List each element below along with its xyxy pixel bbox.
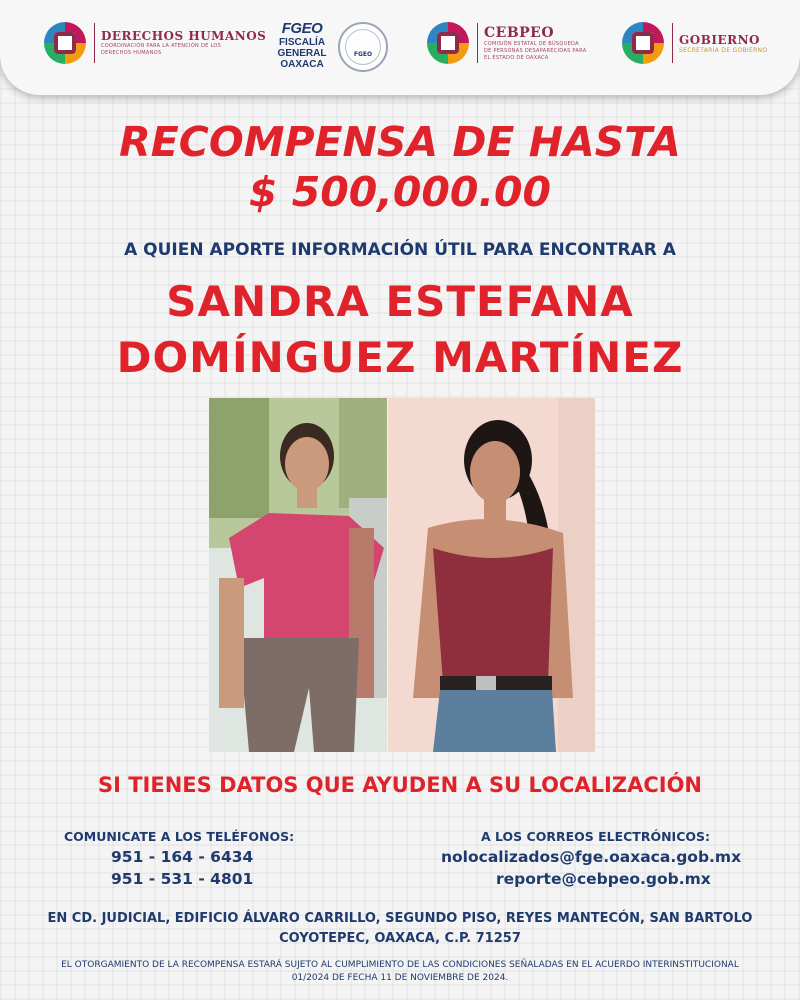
logo-subtitle: COORDINACIÓN PARA LA ATENCIÓN DE LOS DERECHOS HUMANOS — [101, 43, 222, 56]
logo-divider — [94, 23, 95, 63]
emails-label: A LOS CORREOS ELECTRÓNICOS: — [481, 829, 711, 844]
email-link-2[interactable]: reporte@cebpeo.gob.mx — [496, 870, 711, 888]
missing-person-photo-1 — [209, 398, 387, 752]
fge-line1: FISCALÍA — [278, 37, 326, 48]
fge-line3: OAXACA — [280, 59, 324, 70]
oaxaca-emblem-icon — [44, 22, 86, 64]
logo-title: GOBIERNO — [679, 32, 760, 47]
fge-oaxaca-logo — [273, 20, 331, 70]
address-line1: EN CD. JUDICIAL, EDIFICIO ÁLVARO CARRILLO, SEGUNDO PISO, REYES MANTECÓN, SAN BARTOLO — [47, 911, 753, 926]
fge-seal-icon — [338, 22, 388, 72]
logo-subtitle-3: EL ESTADO DE OAXACA — [484, 54, 549, 61]
call-to-action: SI TIENES DATOS QUE AYUDEN A SU LOCALIZACIÓN — [97, 773, 702, 797]
missing-person-photo-2 — [388, 398, 595, 752]
logo-divider — [672, 23, 673, 63]
logo-title: CEBPEO — [484, 24, 555, 41]
person-name-line1: SANDRA ESTEFANA — [166, 277, 634, 326]
phone-number-2[interactable]: 951 - 531 - 4801 — [111, 870, 254, 888]
logo-subtitle-1: COMISIÓN ESTATAL DE BÚSQUEDA — [484, 40, 579, 47]
oaxaca-emblem-icon — [622, 22, 664, 64]
seal-text: FGEO — [353, 51, 373, 58]
logo-subtitle-2: DE PERSONAS DESAPARECIDAS PARA — [484, 47, 587, 54]
address-line2: COYOTEPEC, OAXACA, C.P. 71257 — [279, 931, 521, 946]
phone-number-1[interactable]: 951 - 164 - 6434 — [111, 848, 254, 866]
intro-text: A QUIEN APORTE INFORMACIÓN ÚTIL PARA ENCONTRAR A — [124, 240, 676, 260]
derechos-humanos-logo — [44, 22, 266, 64]
fge-line2: GENERAL — [277, 48, 327, 59]
reward-headline: RECOMPENSA DE HASTA — [119, 118, 681, 166]
logo-title: DERECHOS HUMANOS — [101, 29, 267, 43]
person-name-line2: DOMÍNGUEZ MARTÍNEZ — [116, 333, 684, 382]
email-link-1[interactable]: nolocalizados@fge.oaxaca.gob.mx — [441, 848, 742, 866]
oaxaca-emblem-icon — [427, 22, 469, 64]
header-bar — [0, 0, 800, 95]
logo-divider — [477, 23, 478, 63]
cebpeo-logo — [427, 22, 586, 64]
legal-notice-line1: EL OTORGAMIENTO DE LA RECOMPENSA ESTARÁ SUJETO AL CUMPLIMIENTO DE LAS CONDICIONES SEÑALADAS EN EL ACUERDO INTERINSTITUCIONAL — [61, 960, 739, 970]
gobierno-logo — [622, 22, 767, 64]
logo-subtitle: SECRETARÍA DE GOBIERNO — [679, 46, 768, 54]
reward-amount: $ 500,000.00 — [248, 168, 552, 216]
phones-label: COMUNICATE A LOS TELÉFONOS: — [64, 829, 295, 844]
legal-notice-line2: 01/2024 DE FECHA 11 DE NOVIEMBRE DE 2024. — [291, 973, 509, 983]
fge-brand: FGEO — [281, 20, 323, 37]
